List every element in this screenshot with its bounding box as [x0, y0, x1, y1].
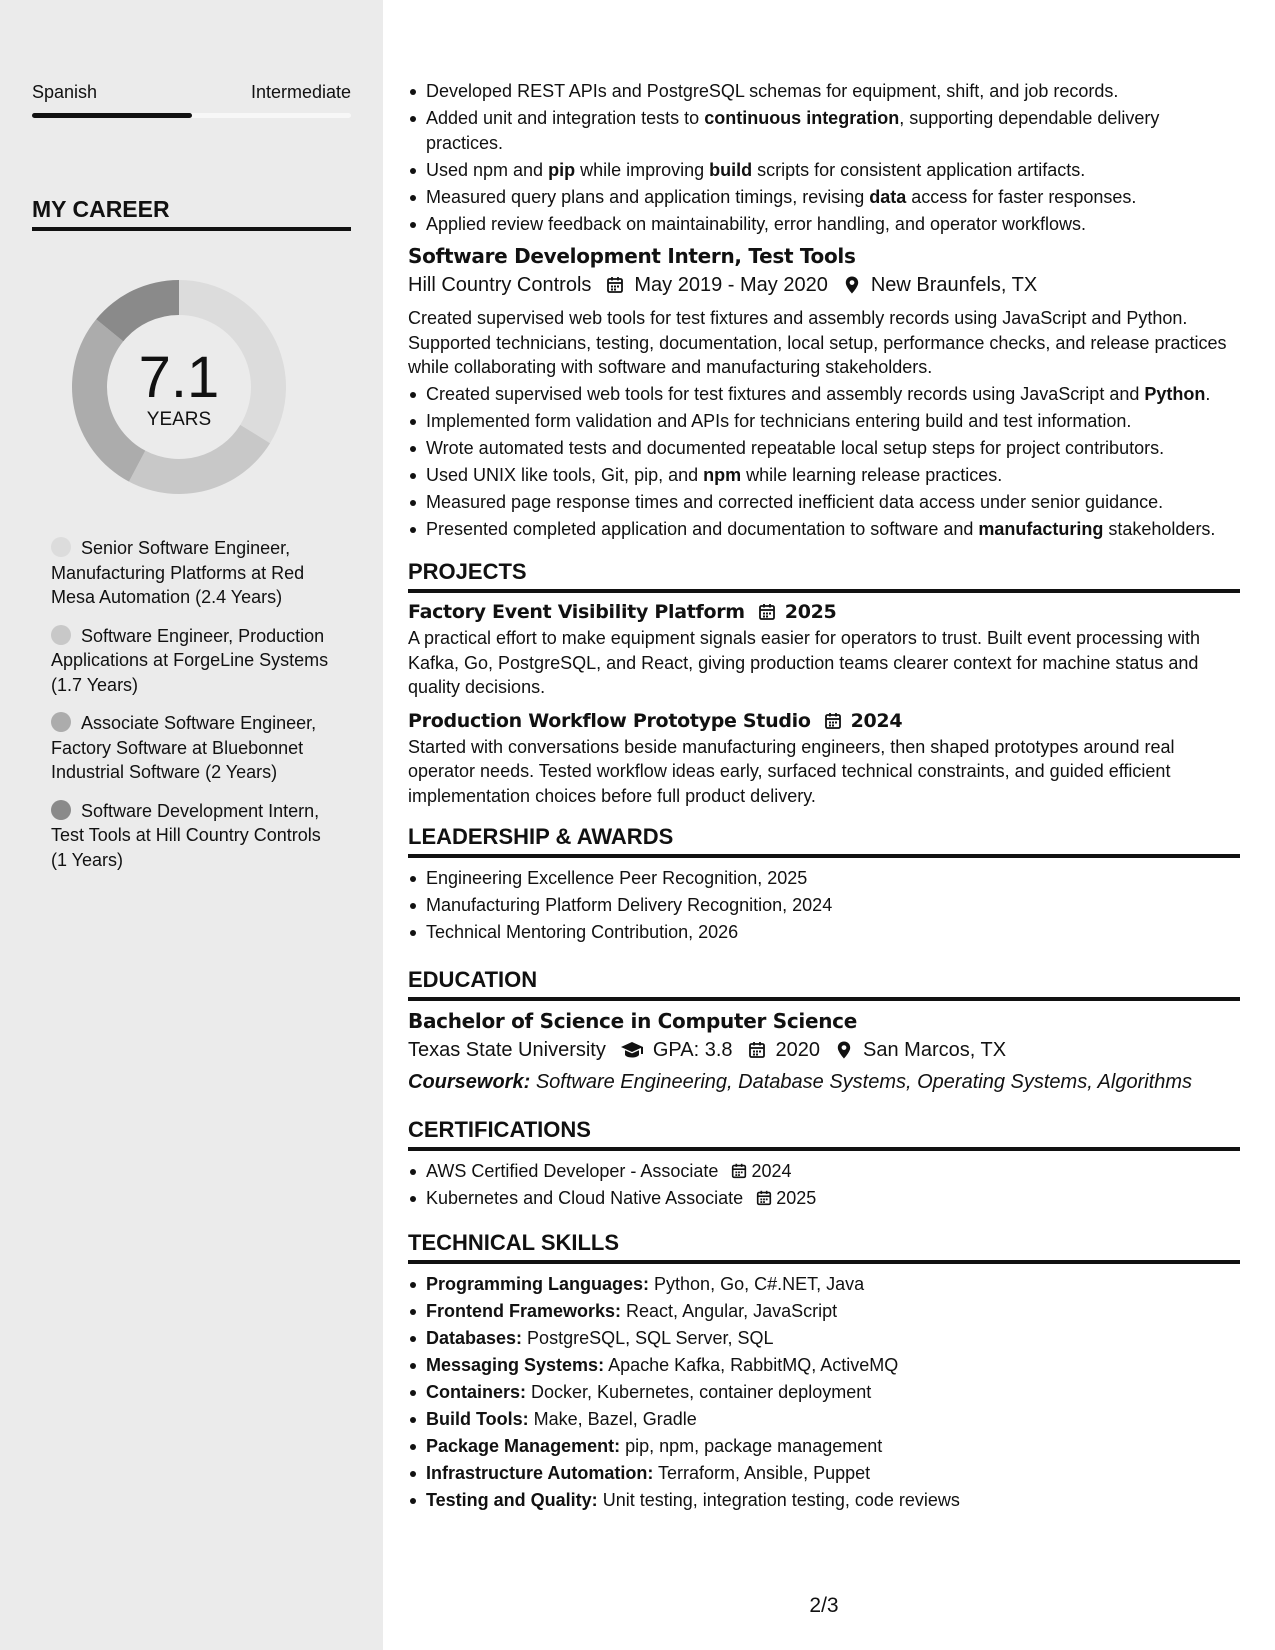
- main-content: [408, 0, 1240, 1650]
- certifications-list: [408, 1159, 1240, 1211]
- legend-dot: [51, 537, 71, 557]
- skill-item: [408, 1461, 1240, 1486]
- previous-job-bullet: Applied review feedback on maintainability, error handling, and operator workflows.: [408, 212, 1240, 237]
- skill-label: Testing and Quality:: [426, 1490, 598, 1510]
- skill-item: [408, 1380, 1240, 1405]
- language-level: Intermediate: [250, 82, 351, 102]
- calendar-icon: [605, 275, 625, 295]
- skill-value: PostgreSQL, SQL Server, SQL: [522, 1328, 774, 1348]
- job-summary: Created supervised web tools for test fixtures and assembly records using JavaScript and Python. Supported technicians, testing, documentation, local setup, performance checks, and release practices while collaborating with software and manufacturing stakeholders.: [408, 308, 1227, 377]
- career-total-value: 7.1: [138, 345, 220, 410]
- skill-label: Databases:: [426, 1328, 523, 1348]
- job-bullet: Wrote automated tests and documented repeatable local setup steps for project contributors.: [408, 436, 1240, 461]
- calendar-icon: [823, 711, 843, 731]
- career-total: [66, 274, 292, 500]
- skill-value: Unit testing, integration testing, code reviews: [597, 1490, 960, 1510]
- job-location: New Braunfels, TX: [870, 274, 1038, 296]
- language-row: [32, 82, 351, 103]
- certification-item: [408, 1186, 1240, 1211]
- skill-item: [408, 1407, 1240, 1432]
- projects-list: [408, 601, 1240, 808]
- skill-item: [408, 1272, 1240, 1297]
- skill-label: Frontend Frameworks:: [426, 1301, 622, 1321]
- skill-value: Docker, Kubernetes, container deployment: [526, 1382, 872, 1402]
- skill-label: Build Tools:: [426, 1409, 529, 1429]
- calendar-icon: [757, 602, 777, 622]
- skills-heading: TECHNICAL SKILLS: [408, 1230, 1240, 1264]
- calendar-icon: [747, 1040, 767, 1060]
- skills-list: [408, 1272, 1240, 1513]
- previous-job-bullets: [408, 79, 1240, 236]
- skill-item: [408, 1299, 1240, 1324]
- skill-value: Make, Bazel, Gradle: [528, 1409, 697, 1429]
- career-legend-item: [51, 536, 341, 610]
- award-item: Engineering Excellence Peer Recognition, 2025: [408, 866, 1240, 891]
- skill-label: Infrastructure Automation:: [426, 1463, 654, 1483]
- certification-item: [408, 1159, 1240, 1184]
- job-bullet: Created supervised web tools for test fixtures and assembly records using JavaScript and Python.: [408, 382, 1240, 407]
- skill-value: React, Angular, JavaScript: [621, 1301, 838, 1321]
- legend-label: Software Engineer, Production Applications at ForgeLine Systems (1.7 Years): [51, 625, 329, 695]
- job-title: Software Development Intern, Test Tools: [408, 244, 856, 268]
- certifications-heading: CERTIFICATIONS: [408, 1117, 1240, 1151]
- job-bullets: [408, 382, 1240, 542]
- legend-dot: [51, 712, 71, 732]
- project-year: 2024: [850, 709, 903, 732]
- project-description: Started with conversations beside manufacturing engineers, then shaped prototypes around real operator needs. Tested workflow ideas early, surfaced technical constraints, and guided efficient implementation choices before full product delivery.: [408, 736, 1175, 806]
- education-coursework: [408, 1067, 1240, 1097]
- skill-value: Python, Go, C#.NET, Java: [649, 1274, 865, 1294]
- skill-value: Terraform, Ansible, Puppet: [653, 1463, 871, 1483]
- sidebar: [0, 0, 383, 1650]
- project-item: [408, 710, 1240, 809]
- map-pin-icon: [842, 275, 862, 295]
- legend-dot: [51, 625, 71, 645]
- project-title-row: [408, 710, 1240, 732]
- skill-value: pip, npm, package management: [620, 1436, 883, 1456]
- job-company: Hill Country Controls: [408, 274, 592, 296]
- skill-item: [408, 1434, 1240, 1459]
- project-title-row: [408, 601, 1240, 623]
- job-bullet: Measured page response times and corrected inefficient data access under senior guidance.: [408, 490, 1240, 515]
- skill-item: [408, 1326, 1240, 1351]
- certification-year: 2024: [751, 1160, 792, 1181]
- career-donut-chart: [66, 274, 292, 500]
- legend-label: Associate Software Engineer, Factory Software at Bluebonnet Industrial Software (2 Years): [51, 713, 317, 782]
- career-legend-item: [51, 711, 341, 785]
- career-legend-item: [51, 799, 341, 873]
- previous-job-bullet: Measured query plans and application timings, revising data access for faster responses.: [408, 185, 1240, 210]
- skill-value: Apache Kafka, RabbitMQ, ActiveMQ: [604, 1355, 899, 1375]
- career-legend: [51, 536, 341, 886]
- legend-label: Software Development Intern, Test Tools at Hill Country Controls (1 Years): [51, 800, 321, 870]
- skill-item: [408, 1353, 1240, 1378]
- skill-item: [408, 1488, 1240, 1513]
- project-item: [408, 601, 1240, 700]
- job-bullet: Presented completed application and documentation to software and manufacturing stakeholders.: [408, 517, 1240, 542]
- coursework-list: Software Engineering, Database Systems, Operating Systems, Algorithms: [535, 1070, 1193, 1093]
- education-location: San Marcos, TX: [863, 1038, 1007, 1061]
- award-item: Manufacturing Platform Delivery Recognition, 2024: [408, 893, 1240, 918]
- education-heading: EDUCATION: [408, 967, 1240, 1001]
- coursework-label: Coursework:: [408, 1070, 531, 1093]
- skill-label: Messaging Systems:: [426, 1355, 605, 1375]
- previous-job-bullet: Developed REST APIs and PostgreSQL schemas for equipment, shift, and job records.: [408, 79, 1240, 104]
- job-dates: May 2019 - May 2020: [634, 274, 828, 296]
- certification-name: AWS Certified Developer - Associate: [426, 1160, 719, 1181]
- job-bullet: Implemented form validation and APIs for technicians entering build and test information.: [408, 409, 1240, 434]
- education-gpa: GPA: 3.8: [652, 1038, 733, 1061]
- graduation-cap-icon: [620, 1040, 644, 1060]
- previous-job-bullet: Added unit and integration tests to continuous integration, supporting dependable delivery practices.: [408, 106, 1240, 155]
- page-number: 2/3: [809, 1594, 839, 1617]
- language-name: Spanish: [32, 82, 98, 102]
- map-pin-icon: [834, 1040, 854, 1060]
- education-meta: [408, 1035, 1240, 1065]
- language-proficiency-bar: [32, 113, 351, 118]
- career-total-unit: YEARS: [146, 409, 212, 430]
- projects-heading: PROJECTS: [408, 559, 1240, 593]
- job-bullet: Used UNIX like tools, Git, pip, and npm while learning release practices.: [408, 463, 1240, 488]
- project-description: A practical effort to make equipment signals easier for operators to trust. Built event processing with Kafka, Go, PostgreSQL, and React, giving production teams clearer context for machine status and quality decisions.: [408, 628, 1201, 697]
- career-heading: MY CAREER: [32, 196, 351, 231]
- calendar-icon: [730, 1162, 748, 1180]
- award-item: Technical Mentoring Contribution, 2026: [408, 920, 1240, 945]
- career-legend-item: [51, 624, 341, 698]
- calendar-icon: [755, 1189, 773, 1207]
- education-school: Texas State University: [408, 1038, 606, 1061]
- project-title: Production Workflow Prototype Studio: [408, 709, 811, 732]
- project-year: 2025: [784, 601, 837, 623]
- legend-label: Senior Software Engineer, Manufacturing Platforms at Red Mesa Automation (2.4 Years): [51, 538, 305, 607]
- certification-year: 2025: [776, 1187, 817, 1208]
- legend-dot: [51, 800, 71, 820]
- awards-list: [408, 866, 1240, 945]
- language-proficiency-fill: [32, 113, 192, 118]
- education-year: 2020: [775, 1038, 821, 1061]
- awards-heading: LEADERSHIP & AWARDS: [408, 824, 1240, 858]
- skill-label: Package Management:: [426, 1436, 621, 1456]
- certification-name: Kubernetes and Cloud Native Associate: [426, 1187, 744, 1208]
- job-meta: [408, 270, 1240, 300]
- education-degree: Bachelor of Science in Computer Science: [408, 1008, 857, 1033]
- skill-label: Containers:: [426, 1382, 527, 1402]
- skill-label: Programming Languages:: [426, 1274, 650, 1294]
- project-title: Factory Event Visibility Platform: [408, 601, 745, 623]
- previous-job-bullet: Used npm and pip while improving build scripts for consistent application artifacts.: [408, 158, 1240, 183]
